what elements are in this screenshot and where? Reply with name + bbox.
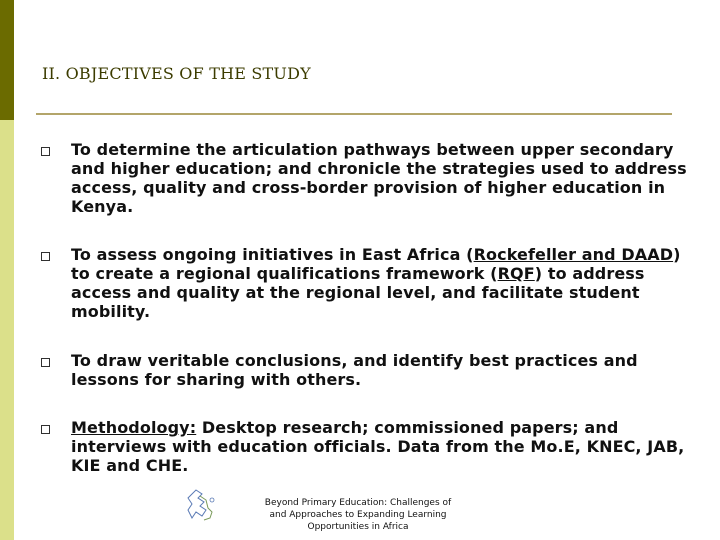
footer-line: Beyond Primary Education: Challenges of [264, 498, 452, 508]
square-bullet-icon [41, 358, 50, 367]
bullet-text [71, 418, 691, 475]
square-bullet-icon [41, 252, 50, 261]
side-bar-light [0, 120, 14, 540]
title-divider [36, 113, 672, 115]
conference-logo-icon [182, 488, 222, 524]
bullet-text: To draw veritable conclusions, and identify best practices and lessons for sharing with others. [71, 351, 638, 389]
bullet-text-part: Desktop research; commissioned papers; and interviews with education officials. Data from the Mo.E, KNEC, JAB, KIE and CHE. [71, 418, 685, 475]
rqf-link[interactable]: RQF [497, 264, 535, 283]
methodology-label: Methodology: [71, 418, 197, 437]
bullet-text-part: ) to address access and quality at the regional level, and facilitate student mobility. [71, 264, 645, 321]
side-bar-dark [0, 0, 14, 120]
bullet-text: To determine the articulation pathways between upper secondary and higher education; and chronicle the strategies used to address access, quality and cross-border provision of higher education in Kenya. [71, 140, 687, 216]
square-bullet-icon [41, 147, 50, 156]
bullet-text [71, 245, 691, 321]
square-bullet-icon [41, 425, 50, 434]
bullet-text-part: To assess ongoing initiatives in East Africa ( [71, 245, 474, 264]
footer-line: Opportunities in Africa [307, 522, 409, 532]
slide-title: II. OBJECTIVES OF THE STUDY [42, 64, 311, 83]
rockefeller-daad-link[interactable]: Rockefeller and DAAD [473, 245, 674, 264]
footer-line: and Approaches to Expanding Learning [269, 510, 447, 520]
bullet-text-part: ) to create a regional qualifications framework ( [71, 245, 681, 283]
footer-caption [238, 497, 478, 533]
